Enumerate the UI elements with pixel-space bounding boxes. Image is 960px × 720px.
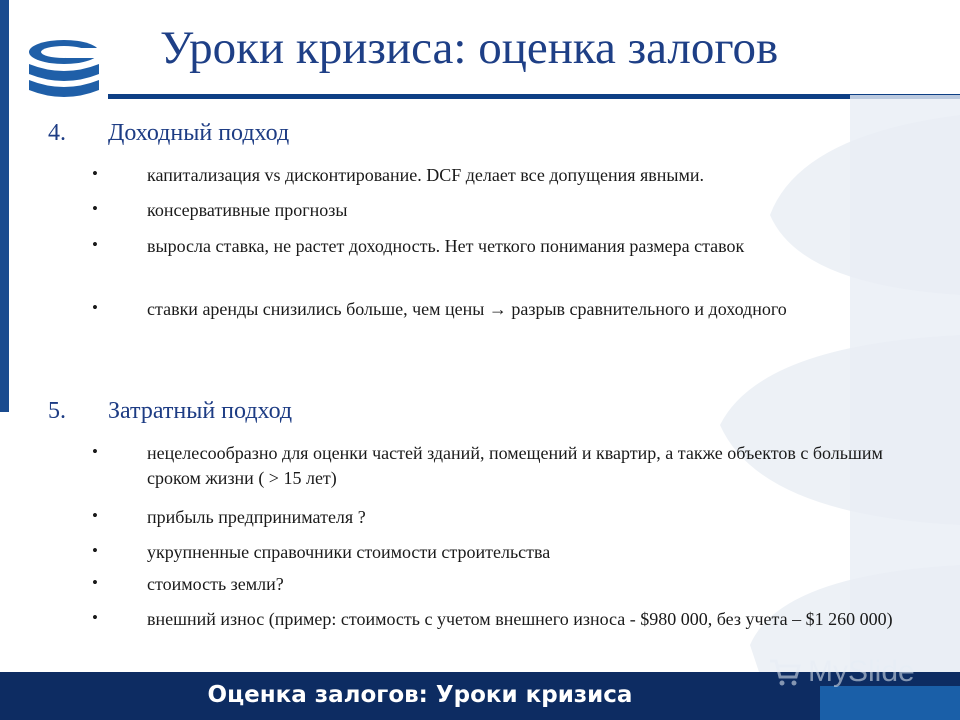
bullet-icon: •: [92, 442, 98, 461]
bullet-item: консервативные прогнозы: [147, 200, 348, 220]
bullet-item: выросла ставка, не растет доходность. Нет четкого понимания размера ставок: [147, 236, 745, 256]
footer-title: Оценка залогов: Уроки кризиса: [207, 682, 633, 708]
shopping-cart-icon: [768, 657, 802, 687]
watermark: [768, 652, 915, 692]
bullet-item: прибыль предпринимателя ?: [147, 507, 366, 527]
bullet-icon: •: [92, 573, 98, 592]
bullet-icon: •: [92, 199, 98, 218]
bullet-icon: •: [92, 506, 98, 525]
bullet-item: укрупненные справочники стоимости строительства: [147, 542, 551, 562]
section-heading-cost: Затратный подход: [108, 398, 293, 424]
slide-title: Уроки кризиса: оценка залогов: [160, 22, 779, 74]
section-number: 5.: [48, 398, 66, 424]
bullet-icon: •: [92, 541, 98, 560]
section-number: 4.: [48, 120, 66, 146]
bullet-icon: •: [92, 298, 98, 317]
bullet-item: капитализация vs дисконтирование. DCF делает все допущения явными.: [147, 165, 705, 185]
section-heading-income: Доходный подход: [108, 120, 290, 146]
bullet-icon: •: [92, 608, 98, 627]
bullet-item: ставки аренды снизились больше, чем цены → разрыв сравнительного и доходного: [147, 299, 787, 319]
watermark-text: MySlide: [808, 655, 915, 688]
bullet-item: внешний износ (пример: стоимость с учетом внешнего износа - $980 000, без учета – $1 260 000): [147, 609, 893, 629]
bullet-item: стоимость земли?: [147, 574, 284, 594]
bullet-item: нецелесообразно для оценки частей зданий, помещений и квартир, а также объектов с большим сроком жизни ( > 15 лет): [147, 443, 883, 488]
bullet-icon: •: [92, 164, 98, 183]
bullet-icon: •: [92, 235, 98, 254]
